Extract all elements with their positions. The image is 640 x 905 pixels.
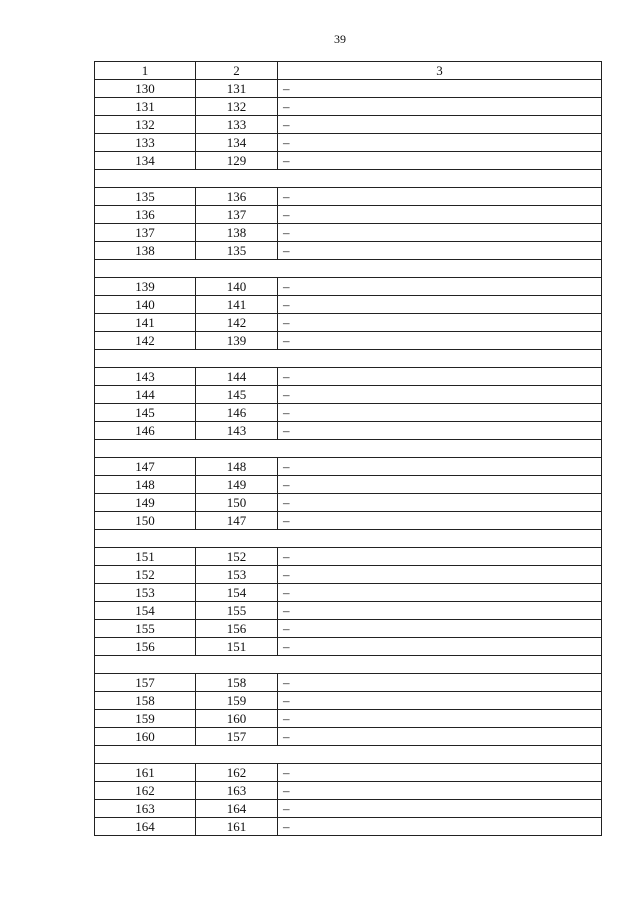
table-row (95, 710, 602, 728)
cell-col-1: 138 (95, 242, 196, 260)
table-row (95, 800, 602, 818)
cell-col-1: 141 (95, 314, 196, 332)
cell-col-2: 148 (196, 458, 278, 476)
cell-col-2: 143 (196, 422, 278, 440)
cell-col-2: 135 (196, 242, 278, 260)
header-col-2: 2 (196, 62, 278, 80)
cell-col-2: 149 (196, 476, 278, 494)
cell-col-1: 134 (95, 152, 196, 170)
cell-col-3: – (278, 512, 602, 530)
cell-col-1: 153 (95, 584, 196, 602)
cell-col-2: 151 (196, 638, 278, 656)
cell-col-1: 132 (95, 116, 196, 134)
cell-col-2: 157 (196, 728, 278, 746)
cell-col-3: – (278, 116, 602, 134)
group-separator-cell (95, 530, 602, 548)
cell-col-2: 139 (196, 332, 278, 350)
group-separator-cell (95, 746, 602, 764)
cell-col-3: – (278, 674, 602, 692)
cell-col-2: 152 (196, 548, 278, 566)
table-row (95, 404, 602, 422)
cell-col-3: – (278, 476, 602, 494)
cell-col-3: – (278, 278, 602, 296)
table-row (95, 602, 602, 620)
table-row (95, 80, 602, 98)
cell-col-3: – (278, 422, 602, 440)
table-row (95, 764, 602, 782)
table-row (95, 638, 602, 656)
cell-col-1: 161 (95, 764, 196, 782)
table-row (95, 818, 602, 836)
cell-col-2: 140 (196, 278, 278, 296)
cell-col-3: – (278, 728, 602, 746)
group-separator-cell (95, 656, 602, 674)
cell-col-3: – (278, 152, 602, 170)
cell-col-3: – (278, 584, 602, 602)
cell-col-2: 147 (196, 512, 278, 530)
cell-col-1: 148 (95, 476, 196, 494)
cell-col-1: 160 (95, 728, 196, 746)
cell-col-3: – (278, 332, 602, 350)
cell-col-3: – (278, 206, 602, 224)
cell-col-1: 131 (95, 98, 196, 116)
cell-col-3: – (278, 404, 602, 422)
group-separator-row (95, 260, 602, 278)
cell-col-3: – (278, 764, 602, 782)
cell-col-1: 143 (95, 368, 196, 386)
cell-col-1: 137 (95, 224, 196, 242)
cell-col-2: 142 (196, 314, 278, 332)
table-row (95, 134, 602, 152)
table-row (95, 152, 602, 170)
cell-col-1: 149 (95, 494, 196, 512)
table-row (95, 692, 602, 710)
table-row (95, 548, 602, 566)
table-row (95, 98, 602, 116)
cell-col-3: – (278, 188, 602, 206)
table-row (95, 494, 602, 512)
cell-col-2: 154 (196, 584, 278, 602)
cell-col-3: – (278, 782, 602, 800)
cell-col-2: 134 (196, 134, 278, 152)
cell-col-3: – (278, 602, 602, 620)
cell-col-1: 136 (95, 206, 196, 224)
table-row (95, 386, 602, 404)
cell-col-2: 158 (196, 674, 278, 692)
cell-col-3: – (278, 296, 602, 314)
cell-col-2: 141 (196, 296, 278, 314)
page-number: 39 (334, 32, 346, 46)
group-separator-row (95, 440, 602, 458)
cell-col-3: – (278, 98, 602, 116)
group-separator-row (95, 530, 602, 548)
cell-col-2: 164 (196, 800, 278, 818)
table-row (95, 116, 602, 134)
cell-col-3: – (278, 620, 602, 638)
cell-col-1: 150 (95, 512, 196, 530)
cell-col-3: – (278, 134, 602, 152)
table-row (95, 332, 602, 350)
cell-col-1: 146 (95, 422, 196, 440)
cell-col-2: 144 (196, 368, 278, 386)
table-header-row (95, 62, 602, 80)
data-table (94, 61, 602, 836)
cell-col-1: 156 (95, 638, 196, 656)
cell-col-1: 133 (95, 134, 196, 152)
table-row (95, 278, 602, 296)
cell-col-2: 153 (196, 566, 278, 584)
cell-col-1: 163 (95, 800, 196, 818)
cell-col-2: 159 (196, 692, 278, 710)
cell-col-2: 162 (196, 764, 278, 782)
cell-col-2: 132 (196, 98, 278, 116)
cell-col-1: 142 (95, 332, 196, 350)
cell-col-2: 133 (196, 116, 278, 134)
group-separator-cell (95, 170, 602, 188)
cell-col-2: 161 (196, 818, 278, 836)
table-row (95, 224, 602, 242)
cell-col-2: 138 (196, 224, 278, 242)
cell-col-2: 150 (196, 494, 278, 512)
cell-col-3: – (278, 800, 602, 818)
group-separator-row (95, 170, 602, 188)
cell-col-3: – (278, 386, 602, 404)
cell-col-1: 151 (95, 548, 196, 566)
cell-col-3: – (278, 314, 602, 332)
cell-col-3: – (278, 80, 602, 98)
cell-col-1: 135 (95, 188, 196, 206)
cell-col-3: – (278, 458, 602, 476)
table-row (95, 566, 602, 584)
cell-col-3: – (278, 494, 602, 512)
group-separator-cell (95, 440, 602, 458)
cell-col-1: 147 (95, 458, 196, 476)
cell-col-1: 158 (95, 692, 196, 710)
cell-col-1: 145 (95, 404, 196, 422)
cell-col-2: 155 (196, 602, 278, 620)
table-row (95, 242, 602, 260)
header-col-3: 3 (278, 62, 602, 80)
table-row (95, 206, 602, 224)
cell-col-1: 140 (95, 296, 196, 314)
cell-col-1: 162 (95, 782, 196, 800)
cell-col-1: 139 (95, 278, 196, 296)
cell-col-3: – (278, 638, 602, 656)
cell-col-3: – (278, 692, 602, 710)
group-separator-cell (95, 260, 602, 278)
table-row (95, 728, 602, 746)
table-body (95, 80, 602, 836)
table-row (95, 422, 602, 440)
cell-col-2: 136 (196, 188, 278, 206)
cell-col-3: – (278, 242, 602, 260)
cell-col-2: 145 (196, 386, 278, 404)
cell-col-2: 131 (196, 80, 278, 98)
group-separator-row (95, 656, 602, 674)
cell-col-2: 129 (196, 152, 278, 170)
cell-col-3: – (278, 224, 602, 242)
table-row (95, 368, 602, 386)
table-row (95, 314, 602, 332)
cell-col-1: 130 (95, 80, 196, 98)
group-separator-cell (95, 350, 602, 368)
cell-col-1: 152 (95, 566, 196, 584)
cell-col-2: 146 (196, 404, 278, 422)
group-separator-row (95, 746, 602, 764)
header-col-1: 1 (95, 62, 196, 80)
cell-col-1: 159 (95, 710, 196, 728)
cell-col-1: 144 (95, 386, 196, 404)
cell-col-3: – (278, 548, 602, 566)
table-row (95, 782, 602, 800)
table-row (95, 458, 602, 476)
cell-col-1: 164 (95, 818, 196, 836)
cell-col-3: – (278, 818, 602, 836)
cell-col-2: 160 (196, 710, 278, 728)
table-row (95, 512, 602, 530)
table-row (95, 476, 602, 494)
table-row (95, 296, 602, 314)
table-row (95, 620, 602, 638)
cell-col-3: – (278, 368, 602, 386)
cell-col-2: 156 (196, 620, 278, 638)
group-separator-row (95, 350, 602, 368)
cell-col-2: 137 (196, 206, 278, 224)
table-row (95, 674, 602, 692)
cell-col-1: 155 (95, 620, 196, 638)
cell-col-3: – (278, 710, 602, 728)
cell-col-1: 154 (95, 602, 196, 620)
cell-col-1: 157 (95, 674, 196, 692)
table-row (95, 188, 602, 206)
cell-col-2: 163 (196, 782, 278, 800)
cell-col-3: – (278, 566, 602, 584)
table-row (95, 584, 602, 602)
